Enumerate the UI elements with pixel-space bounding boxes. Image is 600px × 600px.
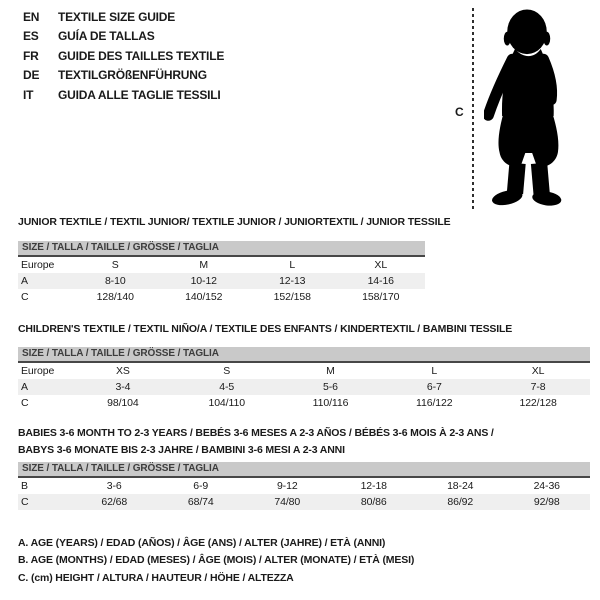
cell-value: 110/116 [312,397,349,409]
footnote-c: C. (cm) HEIGHT / ALTURA / HAUTEUR / HÖHE / ALTEZZA [18,571,294,584]
language-row [23,66,224,85]
column-header: M [326,365,335,377]
column-header: XL [374,259,388,271]
size-header-bar: SIZE / TALLA / TAILLE / GRÖSSE / TAGLIA [18,462,590,478]
language-row [23,86,224,105]
cell-value: 98/104 [107,397,139,409]
children-size-table [18,347,590,411]
cell-value: 8-10 [104,275,126,287]
footnote-a: A. AGE (YEARS) / EDAD (AÑOS) / ÂGE (ANS) / ALTER (JAHRE) / ETÀ (ANNI) [18,537,386,549]
row-label: B [21,480,28,492]
size-header-bar: SIZE / TALLA / TAILLE / GRÖSSE / TAGLIA [18,241,425,257]
guide-title: TEXTILGRÖßENFÜHRUNG [58,68,207,83]
cell-value: 3-6 [106,480,122,492]
cell-value: 5-6 [323,381,338,393]
language-code: IT [23,87,34,102]
column-header: S [223,365,231,377]
babies-size-table [18,462,590,510]
table-row [18,273,425,289]
row-label: C [21,496,29,508]
column-header: L [431,365,438,377]
column-header: S [111,259,119,271]
table-row [18,379,590,395]
cell-value: 7-8 [530,381,546,393]
row-label: C [21,397,29,409]
guide-title: GUIDA ALLE TAGLIE TESSILI [58,87,221,102]
language-row [23,8,224,27]
guide-title: TEXTILE SIZE GUIDE [58,10,176,24]
footnote-b: B. AGE (MONTHS) / EDAD (MESES) / ÂGE (MOIS) / ALTER (MONATE) / ETÀ (MESI) [18,554,415,567]
cell-value: 3-4 [115,381,131,393]
guide-title: GUIDE DES TAILLES TEXTILE [58,48,225,63]
column-header: Europe [21,365,55,377]
cell-value: 152/158 [273,291,311,303]
column-header: M [199,259,209,271]
cell-value: 158/170 [362,291,400,303]
table-header-row [18,257,425,273]
language-code: ES [23,29,39,44]
row-label: C [21,291,29,303]
babies-table-title [18,425,578,458]
cell-value: 6-9 [193,480,209,492]
language-row [23,27,224,46]
junior-table-title: JUNIOR TEXTILE / TEXTIL JUNIOR/ TEXTILE JUNIOR / JUNIORTEXTIL / JUNIOR TESSILE [18,216,451,228]
language-code: EN [23,10,40,24]
cell-value: 86/92 [447,496,474,508]
height-measure-label: C [455,105,464,119]
language-row [23,47,224,66]
cell-value: 12-18 [360,480,387,492]
guide-title: GUÍA DE TALLAS [58,29,155,44]
baby-silhouette-icon [484,6,570,208]
language-title-list [23,8,224,105]
row-label: A [21,381,28,393]
cell-value: 4-5 [219,381,235,393]
cell-value: 24-36 [533,480,560,492]
column-header: XL [531,365,545,377]
children-table-title: CHILDREN'S TEXTILE / TEXTIL NIÑO/A / TEXTILE DES ENFANTS / KINDERTEXTIL / BAMBINI TESSILE [18,323,513,335]
column-header: Europe [21,259,55,271]
language-code: DE [23,68,40,83]
cell-value: 74/80 [274,496,301,508]
cell-value: 122/128 [519,397,557,409]
size-header-bar: SIZE / TALLA / TAILLE / GRÖSSE / TAGLIA [18,347,590,363]
column-header: L [289,259,296,271]
column-header: XS [115,365,130,377]
cell-value: 10-12 [190,275,217,287]
babies-title-line: BABIES 3-6 MONTH TO 2-3 YEARS / BEBÉS 3-6 MESES A 2-3 AÑOS / BÉBÉS 3-6 MOIS À 2-3 ANS / [18,427,494,439]
cell-value: 62/68 [101,496,128,508]
cell-value: 9-12 [276,480,298,492]
cell-value: 12-13 [279,275,306,287]
cell-value: 92/98 [533,496,560,508]
cell-value: 14-16 [367,275,394,287]
cell-value: 104/110 [208,397,245,409]
table-row [18,395,590,411]
table-row [18,494,590,510]
table-row [18,478,590,494]
babies-title-line: BABYS 3-6 MONATE BIS 2-3 JAHRE / BAMBINI 3-6 MESI A 2-3 ANNI [18,443,345,456]
cell-value: 6-7 [426,381,442,393]
junior-size-table [18,241,425,305]
height-measure-line [472,8,474,211]
cell-value: 116/122 [416,397,453,409]
cell-value: 128/140 [96,291,134,303]
cell-value: 140/152 [185,291,223,303]
cell-value: 68/74 [187,496,214,508]
table-header-row [18,363,590,379]
row-label: A [21,275,28,287]
cell-value: 80/86 [360,496,387,508]
language-code: FR [23,48,39,63]
table-row [18,289,425,305]
footnote-list [18,535,414,587]
cell-value: 18-24 [447,480,474,492]
